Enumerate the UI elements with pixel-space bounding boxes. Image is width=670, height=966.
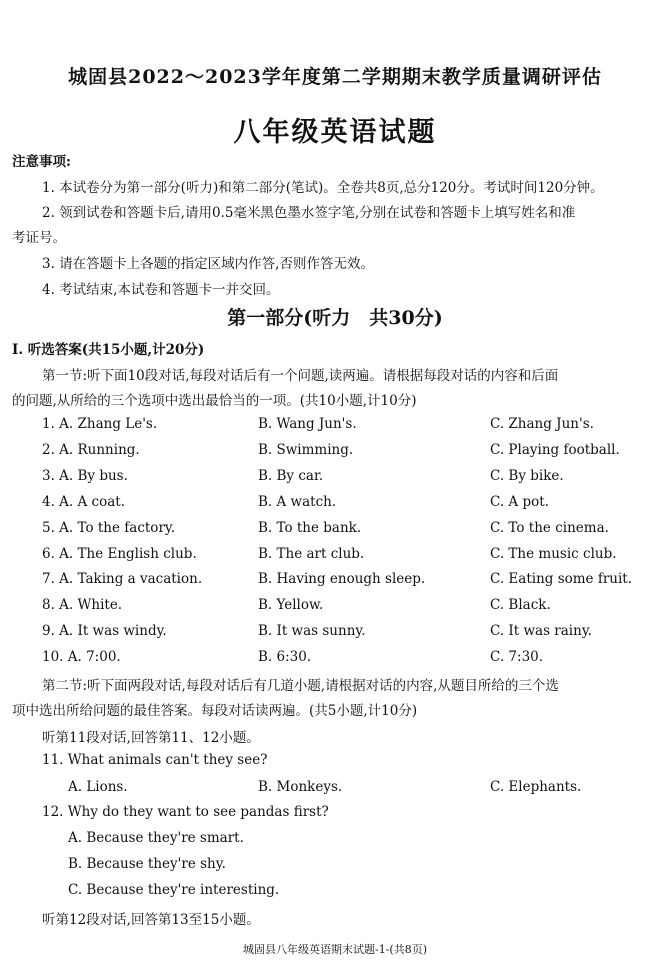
- option-a: 8. A. White.: [42, 597, 123, 614]
- option-a: 4. A. A coat.: [42, 493, 125, 510]
- option-c: C. Elephants.: [490, 779, 582, 795]
- option-b: B. Swimming.: [258, 441, 354, 458]
- option-c: C. Eating some fruit.: [490, 571, 633, 588]
- option-a: 6. A. The English club.: [42, 545, 197, 562]
- option-a: A. Lions.: [68, 779, 128, 795]
- option-c: C. A pot.: [490, 493, 549, 510]
- option-c: C. By bike.: [490, 467, 564, 484]
- section-title: Ⅰ. 听选答案(共15小题,计20分): [12, 342, 205, 358]
- option-c: C. Playing football.: [490, 441, 620, 458]
- option-b: B. The art club.: [258, 545, 365, 562]
- note-item: 3. 请在答题卡上各题的指定区域内作答,否则作答无效。: [42, 256, 374, 272]
- note-item: 1. 本试卷分为第一部分(听力)和第二部分(笔试)。全卷共8页,总分120分。考试时间120分钟。: [42, 180, 604, 196]
- option-b: B. Monkeys.: [258, 779, 343, 795]
- option-b: B. It was sunny.: [258, 623, 366, 640]
- option-c: C. Zhang Jun's.: [490, 416, 594, 432]
- option-a: 7. A. Taking a vacation.: [42, 571, 203, 588]
- option-b: B. Wang Jun's.: [258, 416, 357, 432]
- notes-heading: 注意事项:: [12, 154, 71, 170]
- option-a: 10. A. 7:00.: [42, 649, 121, 666]
- page-footer: 城固县八年级英语期末试题-1-(共8页): [242, 943, 427, 956]
- option-c: C. The music club.: [490, 545, 617, 562]
- exam-title: 城固县2022～2023学年度第二学期期末教学质量调研评估: [68, 66, 602, 88]
- note-item: 考证号。: [12, 230, 66, 246]
- option-a: 3. A. By bus.: [42, 467, 128, 484]
- option-b: B. Having enough sleep.: [258, 571, 426, 588]
- dialog-instruction: 听第12段对话,回答第13至15小题。: [42, 912, 260, 928]
- option-b: B. 6:30.: [258, 649, 312, 666]
- option-a: 5. A. To the factory.: [42, 519, 176, 536]
- option-b: B. Yellow.: [258, 597, 324, 614]
- option-c: C. Because they're interesting.: [68, 882, 280, 898]
- question-stem: 12. Why do they want to see pandas first?: [42, 804, 329, 820]
- option-b: B. To the bank.: [258, 519, 362, 536]
- note-item: 4. 考试结束,本试卷和答题卡一并交回。: [42, 282, 280, 298]
- dialog-instruction: 听第11段对话,回答第11、12小题。: [42, 730, 260, 746]
- section2-intro: 第二节:听下面两段对话,每段对话后有几道小题,请根据对话的内容,从题目所给的三个选: [42, 678, 559, 694]
- option-b: B. Because they're shy.: [68, 856, 226, 872]
- option-c: C. It was rainy.: [490, 623, 592, 640]
- option-a: 2. A. Running.: [42, 441, 140, 458]
- section1-intro: 第一节:听下面10段对话,每段对话后有一个问题,读两遍。请根据每段对话的内容和后面: [42, 368, 559, 384]
- question-stem: 11. What animals can't they see?: [42, 752, 268, 768]
- option-a: A. Because they're smart.: [68, 830, 244, 846]
- part1-title: 第一部分(听力 共30分): [227, 307, 443, 329]
- option-a: 9. A. It was windy.: [42, 623, 167, 640]
- note-item: 2. 领到试卷和答题卡后,请用0.5毫米黑色墨水签字笔,分别在试卷和答题卡上填写姓名和准: [42, 205, 576, 221]
- option-c: C. Black.: [490, 597, 551, 614]
- section1-intro: 的问题,从所给的三个选项中选出最恰当的一项。(共10小题,计10分): [12, 393, 417, 409]
- option-a: 1. A. Zhang Le's.: [42, 416, 158, 432]
- option-c: C. To the cinema.: [490, 519, 609, 536]
- option-b: B. A watch.: [258, 493, 337, 510]
- option-b: B. By car.: [258, 467, 324, 484]
- exam-subtitle: 八年级英语试题: [233, 117, 437, 148]
- section2-intro: 项中选出所给问题的最佳答案。每段对话读两遍。(共5小题,计10分): [12, 703, 418, 719]
- option-c: C. 7:30.: [490, 649, 544, 666]
